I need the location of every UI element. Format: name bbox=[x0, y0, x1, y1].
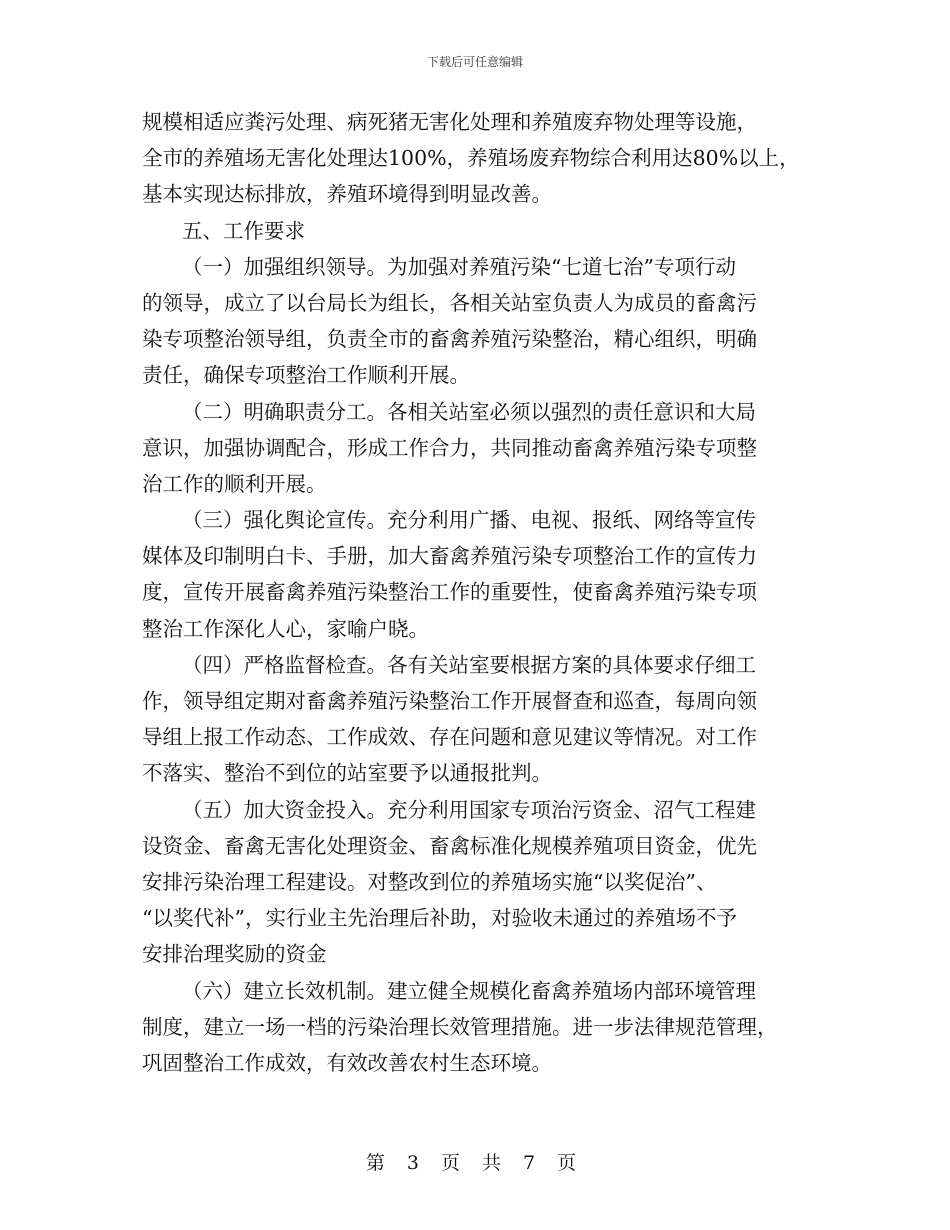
paragraph-line: 设资金、畜禽无害化处理资金、畜禽标准化规模养殖项目资金，优先 bbox=[142, 833, 757, 858]
paragraph-line: 规模相适应粪污处理、病死猪无害化处理和养殖废弃物处理等设施， bbox=[142, 110, 757, 134]
paragraph-line: 安排污染治理工程建设。对整改到位的养殖场实施“以奖促治”、 bbox=[142, 869, 717, 894]
paragraph-line: （三）强化舆论宣传。充分利用广播、电视、报纸、网络等宣传 bbox=[182, 508, 756, 533]
paragraph-line: 全市的养殖场无害化处理达100%，养殖场废弃物综合利用达80%以上， bbox=[142, 146, 800, 171]
document-body bbox=[142, 104, 808, 1081]
paragraph-line: 治工作的顺利开展。 bbox=[142, 471, 327, 496]
paragraph-line: （六）建立长效机制。建立健全规模化畜禽养殖场内部环境管理 bbox=[182, 978, 756, 1003]
paragraph-line: 整治工作深化人心，家喻户晓。 bbox=[142, 616, 429, 641]
paragraph-line: 导组上报工作动态、工作成效、存在问题和意见建议等情况。对工作 bbox=[142, 725, 757, 750]
paragraph-line: 媒体及印制明白卡、手册，加大畜禽养殖污染专项整治工作的宣传力 bbox=[142, 544, 757, 569]
page-number: 第 3 页 共 7 页 bbox=[365, 1152, 585, 1174]
paragraph-line: 基本实现达标排放，养殖环境得到明显改善。 bbox=[142, 182, 552, 207]
section-heading: 五、工作要求 bbox=[182, 218, 305, 243]
paragraph-line: （二）明确职责分工。各相关站室必须以强烈的责任意识和大局 bbox=[182, 399, 756, 424]
paragraph-line: 度，宣传开展畜禽养殖污染整治工作的重要性，使畜禽养殖污染专项 bbox=[142, 580, 757, 605]
paragraph-line: 制度，建立一场一档的污染治理长效管理措施。进一步法律规范管理， bbox=[142, 1014, 778, 1039]
paragraph-line: 不落实、整治不到位的站室要予以通报批判。 bbox=[142, 761, 552, 786]
paragraph-line: 作，领导组定期对畜禽养殖污染整治工作开展督查和巡查，每周向领 bbox=[142, 689, 757, 713]
paragraph-line: “以奖代补”，实行业主先治理后补助，对验收未通过的养殖场不予 bbox=[142, 906, 737, 931]
paragraph-line: 染专项整治领导组，负责全市的畜禽养殖污染整治，精心组织，明确 bbox=[142, 327, 757, 352]
paragraph-line: 责任，确保专项整治工作顺利开展。 bbox=[142, 363, 470, 388]
page-header: 下载后可任意编辑 bbox=[426, 55, 523, 69]
paragraph-line: 安排治理奖励的资金 bbox=[142, 942, 327, 967]
paragraph-line: 意识，加强协调配合，形成工作合力，共同推动畜禽养殖污染专项整 bbox=[142, 435, 757, 460]
paragraph-line: （一）加强组织领导。为加强对养殖污染“七道七治”专项行动 bbox=[182, 254, 736, 279]
paragraph-line: （四）严格监督检查。各有关站室要根据方案的具体要求仔细工 bbox=[182, 652, 756, 677]
paragraph-line: 巩固整治工作成效，有效改善农村生态环境。 bbox=[142, 1050, 552, 1075]
paragraph-line: （五）加大资金投入。充分利用国家专项治污资金、沼气工程建 bbox=[182, 797, 756, 822]
paragraph-line: 的领导，成立了以台局长为组长，各相关站室负责人为成员的畜禽污 bbox=[142, 290, 757, 315]
